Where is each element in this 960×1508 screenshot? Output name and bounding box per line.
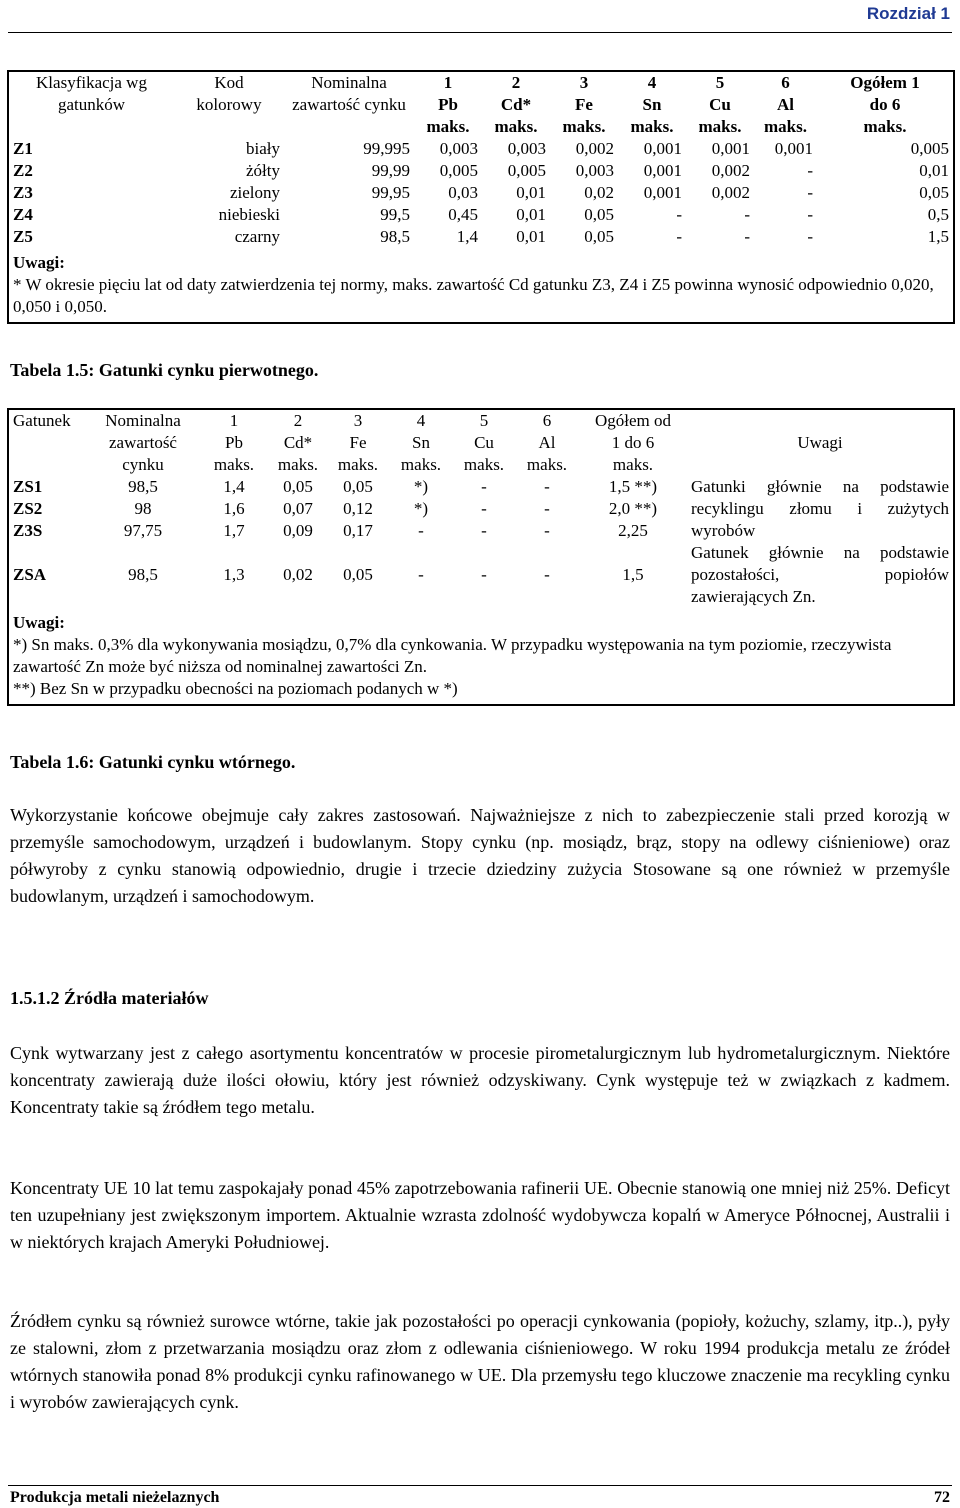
col-header: 5 Cu maks.: [698, 73, 742, 136]
cell: -: [418, 521, 424, 540]
zinc-content: 98,5: [380, 227, 410, 246]
cell: 0,05: [283, 477, 313, 496]
col-header: Nominalna zawartość cynku: [292, 73, 406, 114]
notes-label: Uwagi:: [13, 613, 65, 632]
cell: -: [481, 477, 487, 496]
grade-code: Z3S: [13, 521, 43, 540]
col-header: Nominalna zawartość cynku: [105, 411, 181, 474]
grade-code: Z1: [13, 139, 33, 158]
cell: 0,02: [283, 565, 313, 584]
grade-code: ZS2: [13, 499, 43, 518]
cell: 1,6: [223, 499, 245, 518]
col-header: Ogółem 1 do 6 maks.: [850, 73, 920, 136]
grade-code: Z5: [13, 227, 33, 246]
table-row: [9, 160, 953, 182]
body-paragraph: Źródłem cynku są również surowce wtórne, takie jak pozostałości po operacji cynkowania (popioły, kożuchy, szlamy, itp..), pyły ze stalowni, złom z przetwarzania mosiądzu oraz złom z odlewania ciśnieniowego. W roku 1994 produkcja metalu ze źródeł wtórnych stanowiła ponad 8% produkcji cynku rafinowanego w UE. Dla przemysłu tego kluczowe znaczenie ma recykling cynku i wyrobów zawierających cynk.: [10, 1311, 950, 1412]
cell: 0,01: [919, 161, 949, 180]
cell: -: [544, 565, 550, 584]
cell: 0,002: [711, 183, 750, 202]
cell: 1,4: [456, 227, 478, 246]
notes-text: **) Bez Sn w przypadku obecności na poziomach podanych w *): [13, 679, 458, 698]
col-header: 1 Pb maks.: [426, 73, 470, 136]
cell: 1,3: [223, 565, 245, 584]
zinc-content: 98,5: [128, 477, 158, 496]
col-header: 4 Sn maks.: [630, 73, 674, 136]
cell: *): [413, 477, 429, 496]
col-header: Uwagi: [797, 433, 843, 452]
zinc-content: 99,5: [380, 205, 410, 224]
page-footer: [8, 1485, 952, 1506]
color-code: zielony: [229, 183, 280, 202]
grade-code: Z2: [13, 161, 33, 180]
cell: 2,25: [618, 521, 648, 540]
table-header-row: [9, 410, 953, 476]
cell: -: [807, 205, 813, 224]
cell: -: [481, 499, 487, 518]
table-row: [9, 226, 953, 248]
cell: -: [418, 565, 424, 584]
cell: 0,05: [343, 477, 373, 496]
grade-code: ZSA: [13, 565, 47, 584]
table-row: [9, 138, 953, 160]
cell: 0,003: [507, 139, 546, 158]
body-paragraph: Cynk wytwarzany jest z całego asortymentu koncentratów w procesie pirometalurgicznym lub hydrometalurgicznym. Niektóre koncentraty zawierają duże ilości ołowiu, który jest również odzyskiwany. Cynk występuje też w związkach z kadmem. Koncentraty takie są źródłem tego metalu.: [10, 1043, 950, 1117]
cell: 0,001: [643, 161, 682, 180]
col-header: Kod kolorowy: [196, 73, 262, 114]
cell: 0,01: [516, 183, 546, 202]
zinc-content: 98,5: [128, 565, 158, 584]
cell: 0,07: [283, 499, 313, 518]
cell: 0,001: [643, 183, 682, 202]
table-secondary-zinc-grid: [9, 410, 953, 608]
notes-text: *) Sn maks. 0,3% dla wykonywania mosiądzu, 0,7% dla cynkowania. W przypadku występowania na tym poziomie, rzeczywista zawartość Zn może być niższa od nominalnej zawartości Zn.: [13, 635, 892, 676]
table-notes: [9, 248, 953, 322]
section-heading: 1.5.1.2 Źródła materiałów: [10, 988, 209, 1008]
cell: -: [544, 477, 550, 496]
col-header: Ogółem od 1 do 6 maks.: [594, 411, 672, 474]
cell: 1,5 **): [608, 477, 658, 496]
cell: -: [744, 227, 750, 246]
cell: 0,002: [575, 139, 614, 158]
cell: 1,7: [223, 521, 245, 540]
footer-title: Produkcja metali nieżelaznych: [10, 1489, 220, 1506]
body-paragraph: Wykorzystanie końcowe obejmuje cały zakres zastosowań. Najważniejsze z nich to zabezpieczenie stali przed korozją w przemyśle samochodowym, urządzeń i budowlanym. Stopy cynku (np. mosiądz, brąz, stopy na odlewy ciśnieniowe) oraz półwyroby z cynku stanowią odpowiednio, drugie i trzecie dziedziny zużycia Stosowane są one również w przemyśle budowlanym, urządzeń i samochodowym.: [10, 805, 950, 906]
cell: 0,001: [643, 139, 682, 158]
zinc-content: 97,75: [123, 521, 163, 540]
table-primary-zinc: [7, 70, 955, 324]
table-notes: [9, 608, 953, 704]
cell: 0,09: [283, 521, 313, 540]
page-header: [0, 0, 960, 30]
chapter-label: Rozdział 1: [866, 4, 950, 23]
zinc-content: 99,99: [371, 161, 410, 180]
cell: -: [544, 499, 550, 518]
col-header: 3 Fe maks.: [337, 411, 379, 474]
notes-label: Uwagi:: [13, 253, 65, 272]
cell: 0,5: [927, 205, 949, 224]
table-row: [9, 542, 953, 608]
col-header: 2 Cd* maks.: [494, 73, 538, 136]
cell: 1,4: [223, 477, 245, 496]
grade-code: Z4: [13, 205, 33, 224]
page-number: 72: [934, 1489, 950, 1506]
grade-code: ZS1: [13, 477, 43, 496]
cell: 1,5: [622, 565, 644, 584]
notes-text: * W okresie pięciu lat od daty zatwierdzenia tej normy, maks. zawartość Cd gatunku Z3, Z4 i Z5 powinna wynosić odpowiednio 0,020, 0,050 i 0,050.: [13, 275, 934, 316]
table-row: [9, 204, 953, 226]
cell: 0,45: [448, 205, 478, 224]
cell: 0,005: [507, 161, 546, 180]
col-header: 4 Sn maks.: [400, 411, 442, 474]
table-caption: Tabela 1.6: Gatunki cynku wtórnego.: [10, 752, 296, 772]
cell: 0,01: [516, 227, 546, 246]
cell: 0,03: [448, 183, 478, 202]
cell: -: [807, 161, 813, 180]
table-caption: Tabela 1.5: Gatunki cynku pierwotnego.: [10, 360, 319, 380]
cell: -: [676, 227, 682, 246]
grade-code: Z3: [13, 183, 33, 202]
zinc-content: 99,95: [371, 183, 410, 202]
col-header: 3 Fe maks.: [562, 73, 606, 136]
cell: 0,001: [711, 139, 750, 158]
table-secondary-zinc: [7, 408, 955, 706]
cell: 0,003: [439, 139, 478, 158]
cell: 0,001: [774, 139, 813, 158]
cell: -: [807, 227, 813, 246]
col-header: 1 Pb maks.: [213, 411, 255, 474]
cell: -: [481, 521, 487, 540]
table-row: [9, 476, 953, 498]
cell: 0,003: [575, 161, 614, 180]
col-header: Klasyfikacja wg gatunków: [36, 73, 147, 114]
table-primary-zinc-grid: [9, 72, 953, 248]
color-code: biały: [246, 139, 280, 158]
cell: 0,05: [919, 183, 949, 202]
col-header: 6 Al maks.: [526, 411, 568, 474]
cell: *): [413, 499, 429, 518]
cell: 0,005: [910, 139, 949, 158]
table-header-row: [9, 72, 953, 138]
body-paragraph: Koncentraty UE 10 lat temu zaspokajały ponad 45% zapotrzebowania rafinerii UE. Obecnie stanowią one mniej niż 25%. Deficyt ten uzupełniany jest zwiększonym importem. Aktualnie wzrasta zdolność wydobywcza kopalń w Ameryce Północnej, Australii i w niektórych krajach Ameryki Południowej.: [10, 1178, 950, 1252]
cell: 0,05: [584, 205, 614, 224]
color-code: niebieski: [218, 205, 280, 224]
col-header: 6 Al maks.: [764, 73, 807, 136]
cell: -: [807, 183, 813, 202]
remark-cell: Gatunki głównie na podstawie recyklingu złomu i zużytych wyrobów: [691, 477, 949, 540]
cell: 0,002: [711, 161, 750, 180]
cell: -: [544, 521, 550, 540]
cell: 0,05: [343, 565, 373, 584]
cell: 0,17: [343, 521, 373, 540]
cell: 0,01: [516, 205, 546, 224]
cell: 0,02: [584, 183, 614, 202]
col-header: 2 Cd* maks.: [277, 411, 319, 474]
header-rule: [8, 32, 952, 33]
col-header: 5 Cu maks.: [463, 411, 505, 474]
zinc-content: 98: [134, 499, 152, 518]
cell: 0,05: [584, 227, 614, 246]
cell: 0,12: [343, 499, 373, 518]
cell: -: [481, 565, 487, 584]
cell: -: [744, 205, 750, 224]
cell: -: [676, 205, 682, 224]
remark-cell: Gatunek głównie na podstawie pozostałości, popiołów zawierających Zn.: [691, 543, 949, 606]
cell: 1,5: [927, 227, 949, 246]
cell: 0,005: [439, 161, 478, 180]
col-header: Gatunek: [13, 411, 71, 430]
color-code: czarny: [234, 227, 280, 246]
cell: 2,0 **): [608, 499, 658, 518]
table-row: [9, 182, 953, 204]
color-code: żółty: [246, 161, 280, 180]
zinc-content: 99,995: [363, 139, 410, 158]
